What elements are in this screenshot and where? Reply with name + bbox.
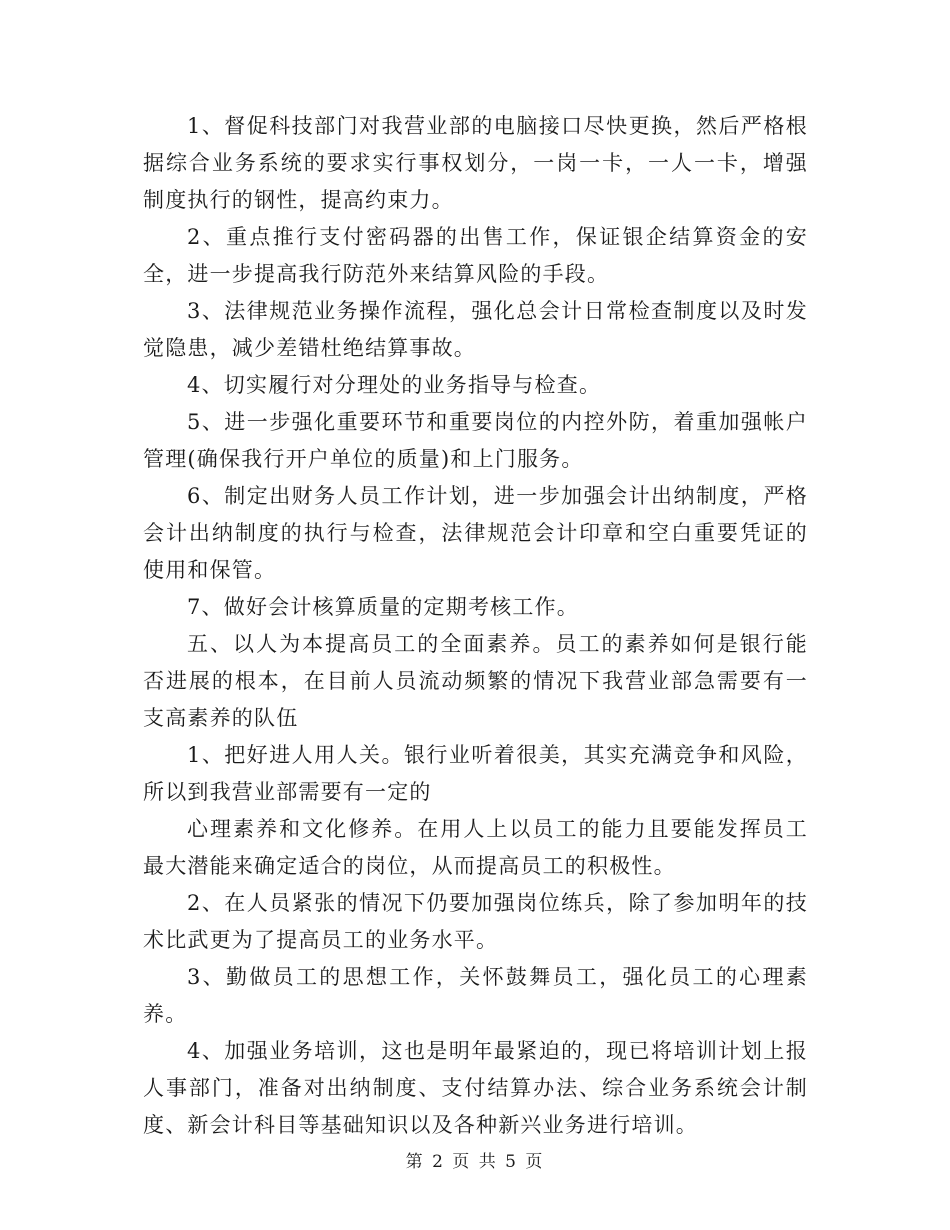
paragraph-staff-1-continued: 心理素养和文化修养。在用人上以员工的能力且要能发挥员工最大潜能来确定适合的岗位，从而提高员工的积极性。 (143, 817, 808, 878)
paragraph-item-1: 1、督促科技部门对我营业部的电脑接口尽快更换，然后严格根据综合业务系统的要求实行事权划分，一岗一卡，一人一卡，增强制度执行的钢性，提高约束力。 (143, 114, 808, 212)
paragraph-item-6: 6、制定出财务人员工作计划，进一步加强会计出纳制度，严格会计出纳制度的执行与检查，法律规范会计印章和空白重要凭证的使用和保管。 (143, 484, 808, 582)
paragraph-item-3: 3、法律规范业务操作流程，强化总会计日常检查制度以及时发觉隐患，减少差错杜绝结算事故。 (143, 299, 808, 360)
paragraph-item-4: 4、切实履行对分理处的业务指导与检查。 (187, 373, 602, 397)
page-number-footer: 第 2 页 共 5 页 (405, 1152, 545, 1172)
paragraph-item-2: 2、重点推行支付密码器的出售工作，保证银企结算资金的安全，进一步提高我行防范外来结算风险的手段。 (143, 225, 808, 286)
paragraph-staff-4: 4、加强业务培训，这也是明年最紧迫的，现已将培训计划上报人事部门，准备对出纳制度、支付结算办法、综合业务系统会计制度、新会计科目等基础知识以及各种新兴业务进行培训。 (143, 1039, 808, 1137)
paragraph-staff-3: 3、勤做员工的思想工作，关怀鼓舞员工，强化员工的心理素养。 (143, 965, 808, 1026)
paragraph-staff-1: 1、把好进人用人关。银行业听着很美，其实充满竞争和风险，所以到我营业部需要有一定的 (143, 743, 808, 804)
document-body (143, 108, 808, 1144)
paragraph-item-5: 5、进一步强化重要环节和重要岗位的内控外防，着重加强帐户管理(确保我行开户单位的质量)和上门服务。 (143, 410, 808, 471)
paragraph-item-7: 7、做好会计核算质量的定期考核工作。 (187, 595, 579, 619)
paragraph-staff-2: 2、在人员紧张的情况下仍要加强岗位练兵，除了参加明年的技术比武更为了提高员工的业务水平。 (143, 891, 808, 952)
section-five-heading: 五、以人为本提高员工的全面素养。员工的素养如何是银行能否进展的根本，在目前人员流动频繁的情况下我营业部急需要有一支高素养的队伍 (143, 632, 808, 730)
